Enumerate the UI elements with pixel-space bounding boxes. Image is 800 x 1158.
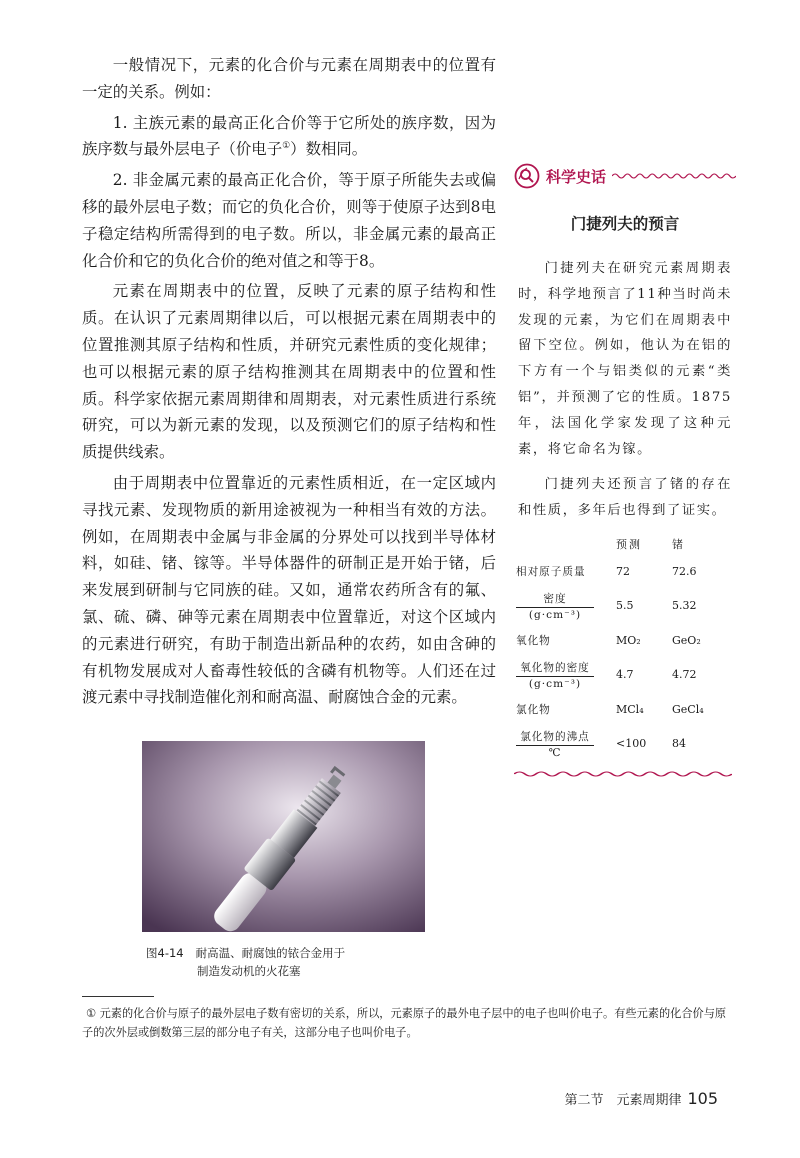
table-row [516, 696, 726, 723]
science-history-sidebar [514, 160, 736, 779]
property-unit: ℃ [548, 746, 562, 759]
property-unit: (g·cm⁻³) [528, 677, 582, 690]
paragraph-rule-1-text: 1. 主族元素的最高正化合价等于它所处的族序数，因为族序数与最外层电子（价电子 [82, 113, 496, 159]
footnote-ref[interactable]: ① [282, 141, 291, 152]
table-cell-property [516, 723, 616, 765]
table-cell-actual: 5.32 [672, 599, 697, 613]
table-cell-predicted: MCl₄ [616, 702, 644, 716]
property-name: 氯化物的沸点 [516, 729, 594, 746]
property-name: 氧化物的密度 [516, 660, 594, 677]
paragraph-intro: 一般情况下，元素的化合价与元素在周期表中的位置有一定的关系。例如： [82, 56, 496, 101]
sidebar-section-label: 科学史话 [546, 167, 607, 186]
table-cell-actual: 84 [672, 737, 686, 751]
table-cell-predicted: 72 [616, 564, 630, 578]
table-cell-actual: 4.72 [672, 668, 697, 682]
main-column [82, 52, 496, 711]
table-row [516, 585, 726, 627]
figure-caption-line-2: 制造发动机的火花塞 [197, 964, 301, 978]
property-name: 密度 [516, 591, 594, 608]
table-cell-predicted: 5.5 [616, 599, 634, 613]
table-cell-actual: GeCl₄ [672, 702, 704, 716]
page-footer [564, 1089, 718, 1108]
sidebar-header [514, 160, 736, 192]
table-cell-predicted: 4.7 [616, 668, 634, 682]
table-row [516, 558, 726, 585]
property-fraction [516, 591, 594, 621]
table-cell-property: 氯化物 [516, 703, 551, 716]
page-number: 105 [687, 1089, 718, 1108]
figure-number: 图4-14 [146, 946, 184, 960]
footnote-divider [82, 996, 154, 997]
sidebar-paragraph-1: 门捷列夫在研究元素周期表时，科学地预言了11种当时尚未发现的元素，为它们在周期表中留下空位。例如，他认为在铝的下方有一个与铝类似的元素“类铝”，并预测了它的性质。1875年，法国化学家发现了这种元素，将它命名为镓。 [518, 261, 732, 457]
table-cell-actual: 72.6 [672, 564, 697, 578]
table-cell-actual: GeO₂ [672, 633, 701, 647]
table-header-predicted: 预测 [616, 537, 642, 551]
paragraph-rule-2: 2. 非金属元素的最高正化合价，等于原子所能失去或偏移的最外层电子数；而它的负化合价，则等于使原子达到8电子稳定结构所需得到的电子数。所以，非金属元素的最高正化合价和它的负化合价的绝对值之和等于8。 [82, 171, 496, 270]
science-history-icon [514, 163, 540, 189]
table-cell-predicted: MO₂ [616, 633, 641, 647]
table-cell-property [516, 585, 616, 627]
paragraph-position: 元素在周期表中的位置，反映了元素的原子结构和性质。在认识了元素周期律以后，可以根据元素在周期表中的位置推测其原子结构和性质，并研究元素性质的变化规律；也可以根据元素的原子结构推测其在周期表中的位置和性质。科学家依据元素周期律和周期表，对元素性质进行系统研究，可以为新元素的发现，以及预测它们的原子结构和性质提供线索。 [82, 282, 496, 462]
property-fraction [516, 660, 594, 690]
paragraph-applications: 由于周期表中位置靠近的元素性质相近，在一定区域内寻找元素、发现物质的新用途被视为一种相当有效的方法。例如，在周期表中金属与非金属的分界处可以找到半导体材料，如硅、锗、镓等。半导体器件的研制正是开始于锗，后来发展到研制与它同族的硅。又如，通常农药所含有的氟、氯、硫、磷、砷等元素在周期表中位置靠近，对这个区域内的元素进行研究，有助于制造出新品种的农药，如由含砷的有机物发展成对人畜毒性较低的含磷有机物等。人们还在过渡元素中寻找制造催化剂和耐高温、耐腐蚀合金的元素。 [82, 473, 496, 707]
sidebar-paragraph-2: 门捷列夫还预言了锗的存在和性质，多年后也得到了证实。 [518, 477, 732, 519]
footnote: ① 元素的化合价与原子的最外层电子数有密切的关系，所以，元素原子的最外电子层中的电子也叫价电子。有些元素的化合价与原子的次外层或倒数第三层的部分电子有关，这部分电子也叫价电子。 [82, 1007, 727, 1039]
table-cell-property [516, 654, 616, 696]
spark-plug-illustration [142, 741, 425, 932]
prediction-table [516, 534, 726, 765]
sidebar-title: 门捷列夫的预言 [570, 215, 680, 233]
bottom-wave-decoration [514, 769, 732, 779]
property-fraction [516, 729, 594, 759]
table-header-row [516, 534, 726, 558]
paragraph-rule-1-tail: ）数相同。 [290, 140, 368, 159]
table-cell-predicted: <100 [616, 737, 647, 751]
table-header-germanium: 锗 [672, 537, 685, 551]
table-cell-property: 氧化物 [516, 634, 551, 647]
table-header-blank [516, 534, 616, 558]
table-row [516, 654, 726, 696]
property-unit: (g·cm⁻³) [528, 608, 582, 621]
figure-caption [146, 944, 345, 980]
table-row [516, 627, 726, 654]
table-cell-property: 相对原子质量 [516, 565, 586, 578]
table-row [516, 723, 726, 765]
spark-plug-photo [142, 741, 425, 932]
header-wave-decoration [612, 171, 736, 181]
figure-caption-line-1: 耐高温、耐腐蚀的铱合金用于 [195, 946, 346, 960]
paragraph-rule-1 [82, 110, 496, 164]
section-name: 第二节 元素周期律 [564, 1093, 682, 1108]
